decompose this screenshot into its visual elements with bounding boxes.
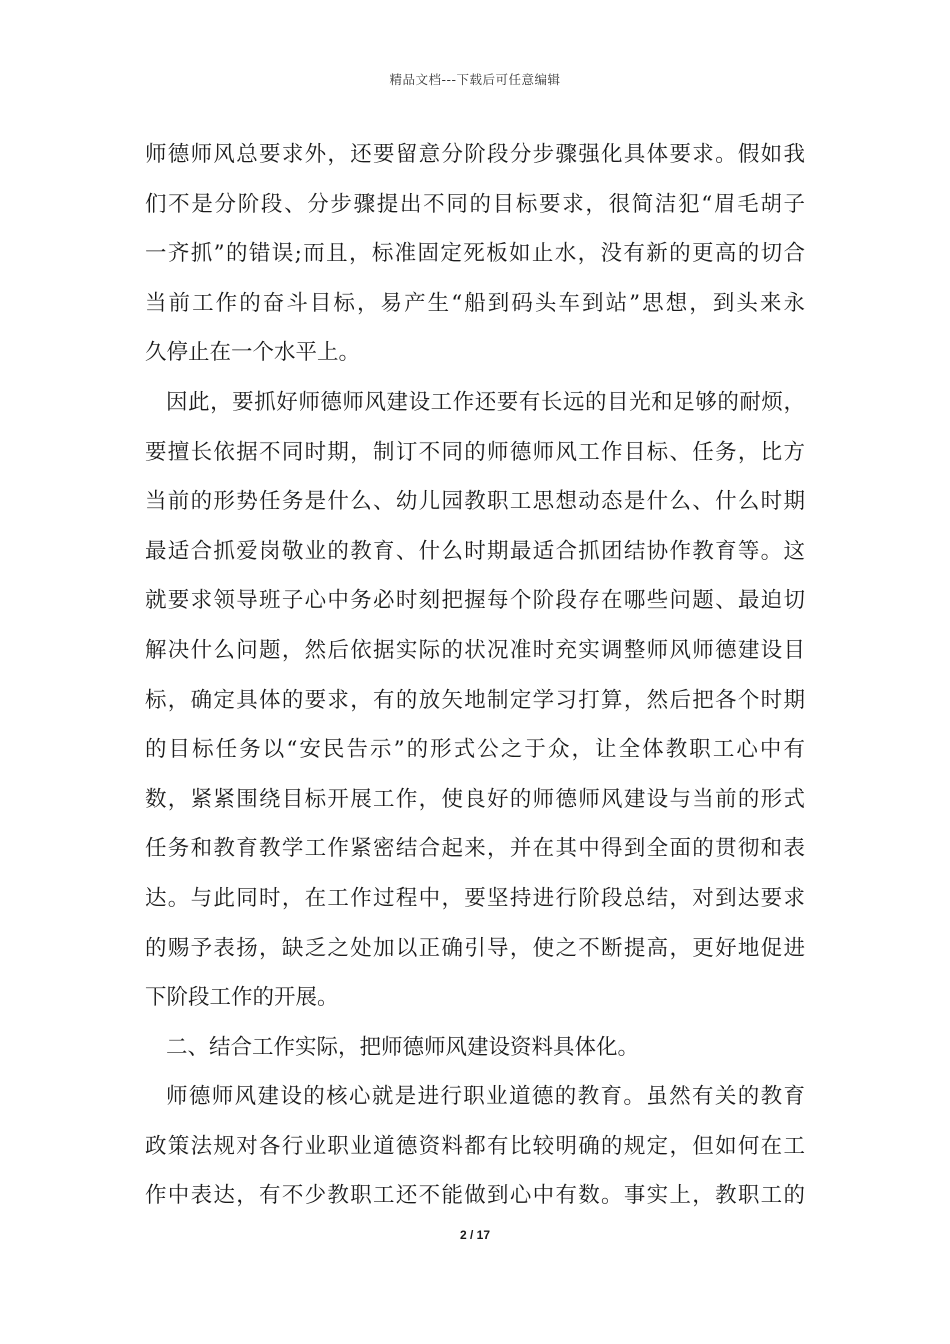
text-line: 一齐抓”的错误;而且，标准固定死板如止水，没有新的更高的切合	[145, 241, 805, 267]
page-header: 精品文档---下载后可任意编辑	[389, 72, 561, 87]
text-line: 达。与此同时，在工作过程中，要坚持进行阶段总结，对到达要求	[145, 885, 805, 911]
text-line: 当前的形势任务是什么、幼儿园教职工思想动态是什么、什么时期	[145, 489, 805, 515]
text-line: 数，紧紧围绕目标开展工作，使良好的师德师风建设与当前的形式	[145, 786, 805, 812]
text-line: 们不是分阶段、分步骤提出不同的目标要求，很简洁犯“眉毛胡子	[145, 191, 805, 217]
text-line: 解决什么问题，然后依据实际的状况准时充实调整师风师德建设目	[145, 637, 805, 663]
text-line: 标，确定具体的要求，有的放矢地制定学习打算，然后把各个时期	[145, 687, 805, 713]
document-body	[145, 130, 805, 1221]
page-number: 2 / 17	[459, 1228, 491, 1242]
text-line: 下阶段工作的开展。	[145, 985, 339, 1011]
text-line: 的目标任务以“安民告示”的形式公之于众，让全体教职工心中有	[145, 737, 805, 763]
text-line: 作中表达，有不少教职工还不能做到心中有数。事实上，教职工的	[145, 1183, 805, 1209]
text-line: 政策法规对各行业职业道德资料都有比较明确的规定，但如何在工	[145, 1133, 805, 1159]
text-line: 任务和教育教学工作紧密结合起来，并在其中得到全面的贯彻和表	[145, 836, 805, 862]
text-line: 要擅长依据不同时期，制订不同的师德师风工作目标、任务，比方	[145, 439, 805, 465]
text-line: 最适合抓爱岗敬业的教育、什么时期最适合抓团结协作教育等。这	[145, 538, 805, 564]
text-line: 的赐予表扬，缺乏之处加以正确引导，使之不断提高，更好地促进	[145, 935, 805, 961]
text-line: 师德师风建设的核心就是进行职业道德的教育。虽然有关的教育	[166, 1084, 805, 1110]
text-line: 师德师风总要求外，还要留意分阶段分步骤强化具体要求。假如我	[145, 142, 805, 167]
text-line: 久停止在一个水平上。	[145, 340, 361, 366]
text-line: 就要求领导班子心中务必时刻把握每个阶段存在哪些问题、最迫切	[145, 588, 805, 614]
text-line: 当前工作的奋斗目标，易产生“船到码头车到站”思想，到头来永	[145, 290, 805, 316]
text-line: 因此，要抓好师德师风建设工作还要有长远的目光和足够的耐烦，	[166, 389, 805, 415]
section-heading: 二、结合工作实际，把师德师风建设资料具体化。	[166, 1034, 640, 1060]
